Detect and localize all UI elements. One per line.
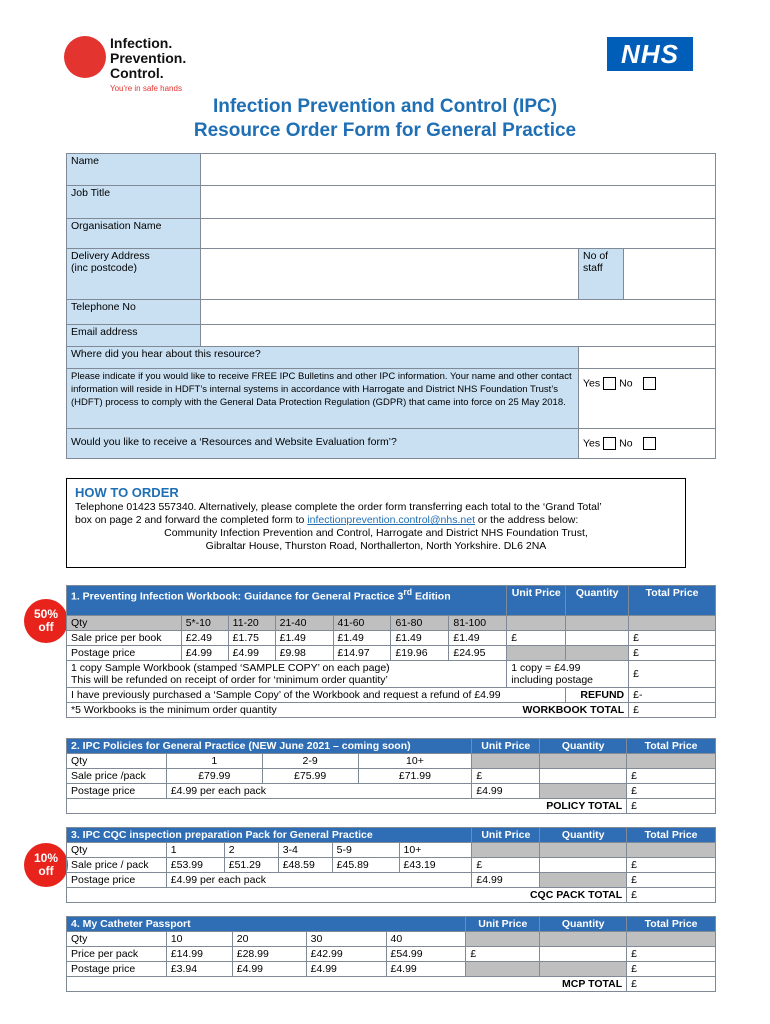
total-field[interactable]: £ — [629, 631, 716, 646]
total-price-header: Total Price — [627, 917, 716, 932]
tier: 1 — [166, 843, 224, 858]
tier: 40 — [386, 932, 466, 947]
grey-cell — [472, 843, 540, 858]
postage-total-field[interactable]: £ — [627, 962, 716, 977]
name-field[interactable] — [201, 154, 716, 186]
postage-label: Postage price — [67, 962, 167, 977]
postage: £9.98 — [275, 646, 333, 661]
page-subtitle: Resource Order Form for General Practice — [193, 120, 577, 141]
grey-cell — [540, 932, 627, 947]
evaluation-no-checkbox[interactable] — [643, 437, 656, 450]
postage-total-field[interactable]: £ — [627, 784, 716, 799]
unit-price-field[interactable]: £ — [507, 631, 566, 646]
grey-cell — [507, 616, 566, 631]
sale-label: Sale price /pack — [67, 769, 167, 784]
sample-copy-text — [67, 661, 507, 688]
ipc-logo — [110, 36, 186, 96]
mcp-total-field[interactable]: £ — [627, 977, 716, 992]
quantity-field[interactable] — [540, 858, 627, 873]
staff-field[interactable] — [623, 249, 715, 299]
logo-line: Infection. — [110, 35, 173, 51]
policy-total-field[interactable]: £ — [627, 799, 716, 814]
sample-total-field[interactable]: £ — [629, 661, 716, 688]
quantity-field[interactable] — [540, 947, 627, 962]
grey-cell — [466, 932, 540, 947]
how-to-order-heading: HOW TO ORDER — [75, 485, 179, 500]
qty-label: Qty — [67, 616, 182, 631]
quantity-field[interactable] — [566, 631, 629, 646]
contact-details-table — [66, 153, 716, 459]
postage-total-field[interactable]: £ — [629, 646, 716, 661]
postage: £4.99 per each pack — [166, 784, 471, 799]
delivery-address-field[interactable] — [201, 249, 579, 300]
delivery-address-label — [67, 249, 201, 300]
no-label: No — [619, 437, 633, 450]
postage-unit: £4.99 — [472, 784, 540, 799]
postage: £4.99 per each pack — [166, 873, 472, 888]
unit-price-field[interactable]: £ — [466, 947, 540, 962]
yes-label: Yes — [583, 437, 601, 450]
grey-cell — [627, 932, 716, 947]
catheter-title: 4. My Catheter Passport — [67, 917, 466, 932]
bulletin-consent-text: Please indicate if you would like to receive FREE IPC Bulletins and other IPC information. Your name and other contact information will reside in HDFT’s internal systems in accordance with Harrogate and District NHS Foundation Trust’s (HDFT) process to comply with the General Data Protection Regulation (GDPR) that came into force on 25 May 2018. — [67, 369, 579, 429]
cqc-title: 3. IPC CQC inspection preparation Pack for General Practice — [67, 828, 472, 843]
evaluation-options — [579, 429, 716, 459]
tier: 81-100 — [449, 616, 507, 631]
no-label: No — [619, 377, 633, 390]
evaluation-yes-checkbox[interactable] — [603, 437, 616, 450]
grey-cell — [472, 754, 540, 769]
tier: 2-9 — [262, 754, 358, 769]
price: £2.49 — [181, 631, 228, 646]
postage: £14.97 — [333, 646, 391, 661]
price: £53.99 — [166, 858, 224, 873]
postage: £4.99 — [386, 962, 466, 977]
total-price-header: Total Price — [627, 828, 716, 843]
postage: £3.94 — [166, 962, 232, 977]
grey-cell — [540, 843, 627, 858]
qty-label: Qty — [67, 754, 167, 769]
price: £71.99 — [358, 769, 472, 784]
organisation-field[interactable] — [201, 219, 716, 249]
label-line: Delivery Address — [71, 250, 150, 262]
email-field[interactable] — [201, 325, 716, 347]
text: or the address below: — [475, 514, 579, 526]
badge-pct: 50% — [33, 607, 59, 621]
telephone-label: Telephone No — [67, 300, 201, 325]
refund-text: I have previously purchased a ‘Sample Copy’ of the Workbook and request a refund of £4.99 — [67, 688, 566, 703]
postage: £4.99 — [181, 646, 228, 661]
tier: 10+ — [358, 754, 472, 769]
text: This will be refunded on receipt of order for ‘minimum order quantity’ — [71, 674, 388, 686]
cqc-total-field[interactable]: £ — [627, 888, 716, 903]
grey-cell — [540, 784, 627, 799]
total-field[interactable]: £ — [627, 769, 716, 784]
grey-cell — [466, 962, 540, 977]
telephone-field[interactable] — [201, 300, 716, 325]
mcp-total-label: MCP TOTAL — [67, 977, 627, 992]
sale-label: Price per pack — [67, 947, 167, 962]
organisation-label: Organisation Name — [67, 219, 201, 249]
workbook-title — [67, 586, 507, 616]
tier: 11-20 — [228, 616, 275, 631]
price: £1.49 — [449, 631, 507, 646]
bulletin-yes-checkbox[interactable] — [603, 377, 616, 390]
tier: 20 — [232, 932, 306, 947]
label-line: No of — [583, 250, 609, 262]
staff-cell — [579, 249, 716, 300]
badge-off: off — [38, 864, 54, 878]
postage-label: Postage price — [67, 873, 167, 888]
bulletin-options — [579, 369, 716, 429]
total-field[interactable]: £ — [627, 858, 716, 873]
workbook-order-table — [66, 585, 716, 718]
text: 1 copy = £4.99 — [511, 662, 581, 674]
nhs-logo: NHS — [607, 37, 693, 71]
catheter-order-table — [66, 916, 716, 992]
tier: 21-40 — [275, 616, 333, 631]
unit-price-header: Unit Price — [507, 586, 566, 616]
grey-cell — [507, 646, 566, 661]
sale-label: Sale price per book — [67, 631, 182, 646]
postage: £4.99 — [306, 962, 386, 977]
text: 1 copy Sample Workbook (stamped ‘SAMPLE COPY’ on each page) — [71, 662, 390, 674]
logo-tagline: You're in safe hands — [110, 84, 182, 93]
qty-label: Qty — [67, 843, 167, 858]
yes-label: Yes — [583, 377, 601, 390]
bulletin-no-checkbox[interactable] — [643, 377, 656, 390]
order-instructions-2 — [75, 514, 677, 527]
discount-badge-10 — [24, 843, 68, 887]
address-line: Gibraltar House, Thurston Road, Northallerton, North Yorkshire. DL6 2NA — [205, 540, 547, 552]
postage: £4.99 — [228, 646, 275, 661]
workbook-total-field[interactable]: £ — [629, 703, 716, 718]
job-title-field[interactable] — [201, 186, 716, 219]
grey-cell — [540, 873, 627, 888]
sale-label: Sale price / pack — [67, 858, 167, 873]
address-line: Community Infection Prevention and Control, Harrogate and District NHS Foundation Trust, — [164, 527, 588, 539]
refund-label: REFUND — [566, 688, 629, 703]
tier: 5*-10 — [181, 616, 228, 631]
text: including postage — [511, 674, 594, 686]
staff-label — [579, 249, 623, 299]
tier: 2 — [224, 843, 278, 858]
unit-price-field[interactable]: £ — [472, 858, 540, 873]
hear-about-label: Where did you hear about this resource? — [67, 347, 579, 369]
grey-cell — [566, 616, 629, 631]
badge-off: off — [38, 620, 54, 634]
job-title-label: Job Title — [67, 186, 201, 219]
tier: 5-9 — [332, 843, 399, 858]
postage: £4.99 — [232, 962, 306, 977]
tier: 1 — [166, 754, 262, 769]
postage: £19.96 — [391, 646, 449, 661]
grey-cell — [627, 754, 716, 769]
price: £14.99 — [166, 947, 232, 962]
price: £75.99 — [262, 769, 358, 784]
price: £1.49 — [333, 631, 391, 646]
total-field[interactable]: £ — [627, 947, 716, 962]
name-label: Name — [67, 154, 201, 186]
quantity-header: Quantity — [566, 586, 629, 616]
quantity-header: Quantity — [540, 917, 627, 932]
unit-price-header: Unit Price — [466, 917, 540, 932]
policies-order-table — [66, 738, 716, 814]
postage-label: Postage price — [67, 646, 182, 661]
minimum-note: *5 Workbooks is the minimum order quantity — [67, 703, 449, 718]
total-price-header: Total Price — [627, 739, 716, 754]
order-instructions: Telephone 01423 557340. Alternatively, please complete the order form transferring each total to the ‘Grand Total’ — [75, 501, 602, 513]
label-line: (inc postcode) — [71, 262, 137, 274]
text: 1. Preventing Infection Workbook: Guidance for General Practice 3 — [71, 590, 404, 603]
tier: 10+ — [399, 843, 472, 858]
price: £28.99 — [232, 947, 306, 962]
quantity-header: Quantity — [540, 739, 627, 754]
price: £79.99 — [166, 769, 262, 784]
price: £51.29 — [224, 858, 278, 873]
quantity-header: Quantity — [540, 828, 627, 843]
how-to-order-box — [66, 478, 686, 568]
text: box on page 2 and forward the completed form to — [75, 514, 308, 526]
quantity-field[interactable] — [540, 769, 627, 784]
tier: 10 — [166, 932, 232, 947]
qty-label: Qty — [67, 932, 167, 947]
policies-title: 2. IPC Policies for General Practice (NEW June 2021 – coming soon) — [67, 739, 472, 754]
evaluation-label: Would you like to receive a ‘Resources and Website Evaluation form’? — [67, 429, 579, 459]
unit-price-header: Unit Price — [472, 828, 540, 843]
grey-cell — [627, 843, 716, 858]
cqc-order-table — [66, 827, 716, 903]
sample-price — [507, 661, 629, 688]
price: £1.49 — [391, 631, 449, 646]
price: £1.75 — [228, 631, 275, 646]
page-title: Infection Prevention and Control (IPC) — [212, 96, 558, 117]
discount-badge-50 — [24, 599, 68, 643]
tier: 61-80 — [391, 616, 449, 631]
cqc-total-label: CQC PACK TOTAL — [67, 888, 627, 903]
grey-cell — [540, 754, 627, 769]
price: £54.99 — [386, 947, 466, 962]
tier: 3-4 — [278, 843, 332, 858]
hand-logo-icon — [64, 36, 106, 78]
grey-cell — [566, 646, 629, 661]
unit-price-field[interactable]: £ — [472, 769, 540, 784]
price: £43.19 — [399, 858, 472, 873]
label-line: staff — [583, 262, 603, 274]
badge-pct: 10% — [33, 851, 59, 865]
refund-field[interactable]: £- — [629, 688, 716, 703]
text: rd — [403, 587, 413, 597]
logo-line: Prevention. — [110, 50, 187, 66]
price: £1.49 — [275, 631, 333, 646]
email-label: Email address — [67, 325, 201, 347]
logo-line: Control. — [110, 65, 164, 81]
grey-cell — [629, 616, 716, 631]
postage-total-field[interactable]: £ — [627, 873, 716, 888]
workbook-total-label: WORKBOOK TOTAL — [449, 703, 629, 718]
price: £45.89 — [332, 858, 399, 873]
text: Edition — [412, 590, 451, 603]
postage-label: Postage price — [67, 784, 167, 799]
tier: 41-60 — [333, 616, 391, 631]
grey-cell — [540, 962, 627, 977]
unit-price-header: Unit Price — [472, 739, 540, 754]
postage-unit: £4.99 — [472, 873, 540, 888]
postage: £24.95 — [449, 646, 507, 661]
email-link[interactable]: infectionprevention.control@nhs.net — [307, 514, 475, 526]
price: £48.59 — [278, 858, 332, 873]
price: £42.99 — [306, 947, 386, 962]
total-price-header: Total Price — [629, 586, 716, 616]
policy-total-label: POLICY TOTAL — [67, 799, 627, 814]
tier: 30 — [306, 932, 386, 947]
hear-about-field[interactable] — [579, 347, 716, 369]
